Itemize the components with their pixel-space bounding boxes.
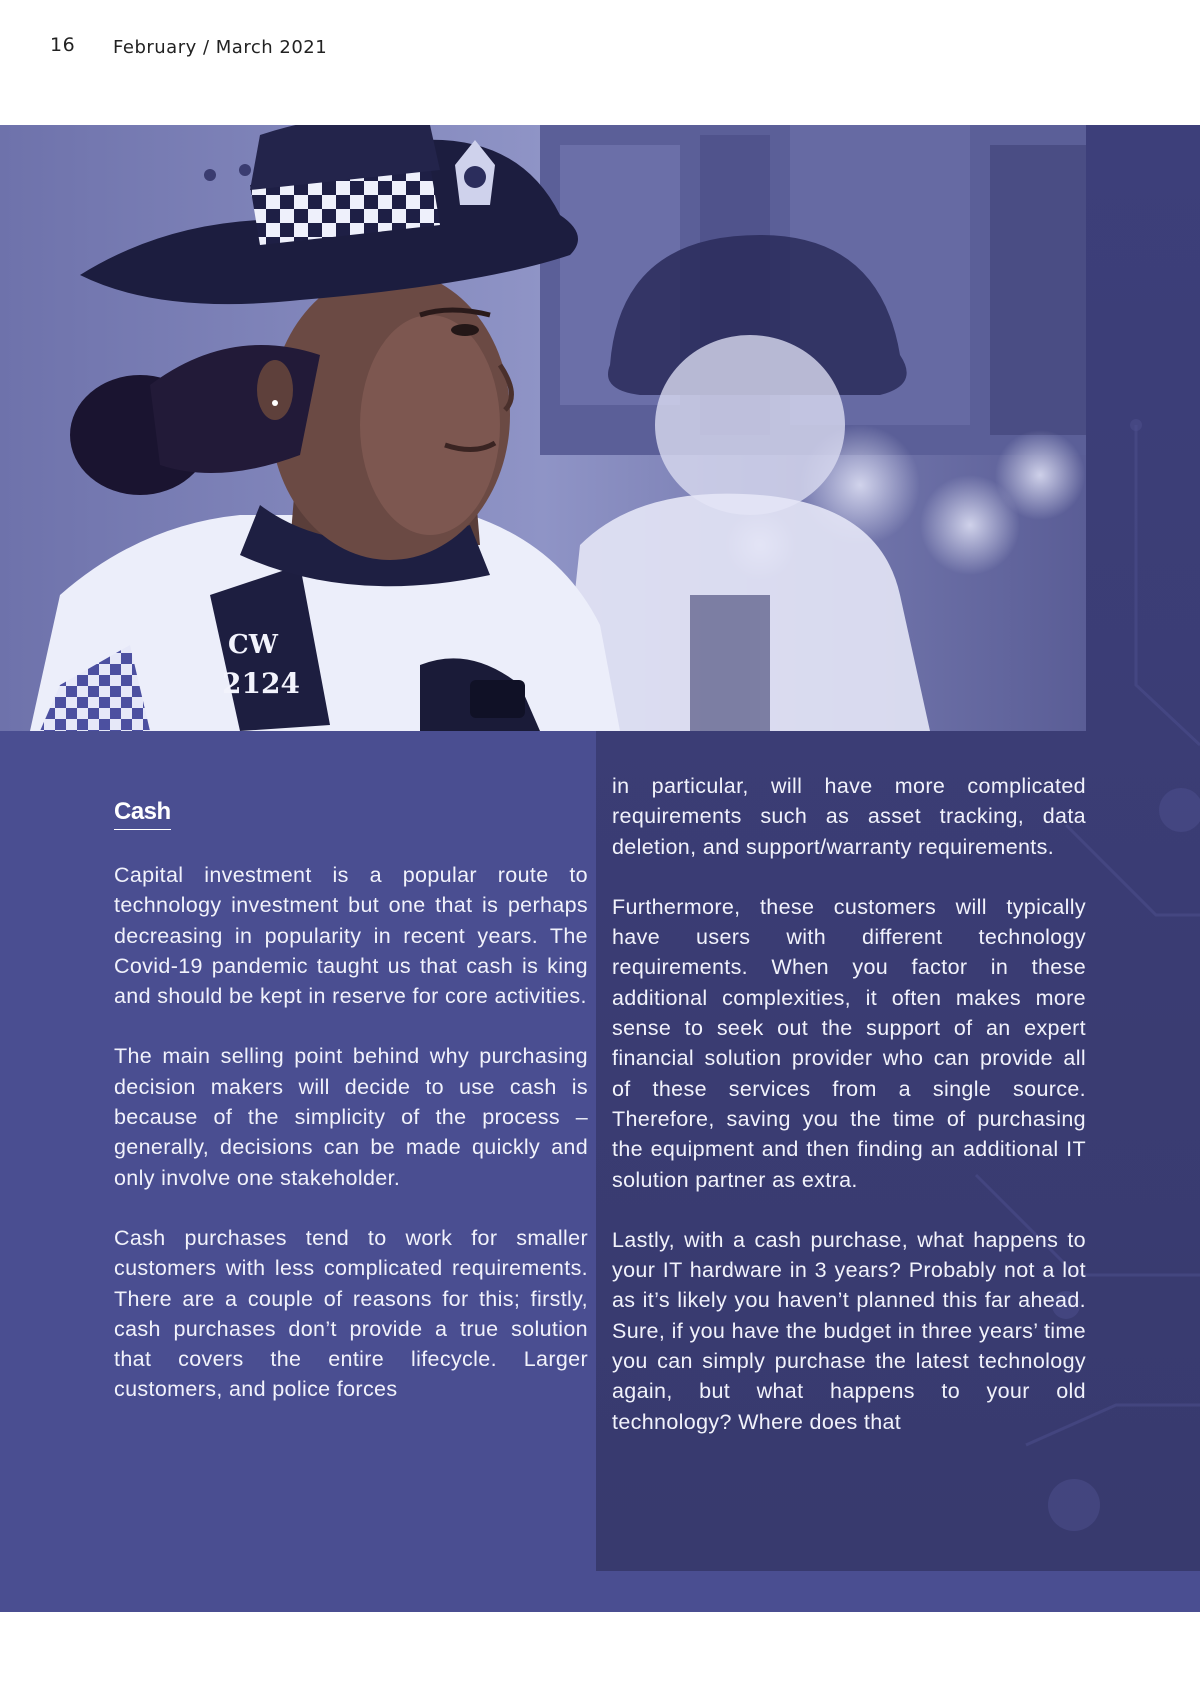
paragraph: Furthermore, these customers will typically have users with different technology requirements. When you factor in these additional complexities, it often makes more sense to seek out the support of an expert financial solution provider who can provide all of these services from a single source. Therefore, saving you the time of purchasing the equipment and then finding an additional IT solution partner as extra. bbox=[612, 894, 1086, 1192]
police-officers-photo bbox=[0, 125, 1086, 731]
issue-date: February / March 2021 bbox=[113, 37, 328, 58]
article-left-column bbox=[114, 860, 588, 1435]
police-photo-illustration bbox=[0, 125, 1086, 731]
paragraph: Lastly, with a cash purchase, what happens to your IT hardware in 3 years? Probably not a lot as it’s likely you haven’t planned this far ahead. Sure, if you have the budget in three years’ time you can simply purchase the latest technology again, but what happens to your old technology? Where does that bbox=[612, 1227, 1086, 1434]
page-number: 16 bbox=[50, 34, 76, 56]
paragraph: The main selling point behind why purchasing decision makers will decide to use cash is because of the simplicity of the process – generally, decisions can be made quickly and only involve one stakeholder. bbox=[114, 1044, 588, 1190]
page-header bbox=[0, 0, 1200, 125]
article-right-column bbox=[612, 771, 1086, 1467]
paragraph: Cash purchases tend to work for smaller customers with less complicated requirements. There are a couple of reasons for this; firstly, cash purchases don’t provide a true solution that covers the entire lifecycle. Larger customers, and police forces bbox=[114, 1225, 588, 1402]
paragraph: Capital investment is a popular route to technology investment but one that is perhaps decreasing in popularity in recent years. The Covid-19 pandemic taught us that cash is king and should be kept in reserve for core activities. bbox=[114, 863, 588, 1009]
section-heading-cash: Cash bbox=[114, 798, 171, 830]
epaulette-letters: CW bbox=[228, 630, 278, 660]
paragraph: in particular, will have more complicated requirements such as asset tracking, data deletion, and support/warranty requirements. bbox=[612, 774, 1086, 859]
epaulette-number: 2124 bbox=[222, 667, 300, 700]
